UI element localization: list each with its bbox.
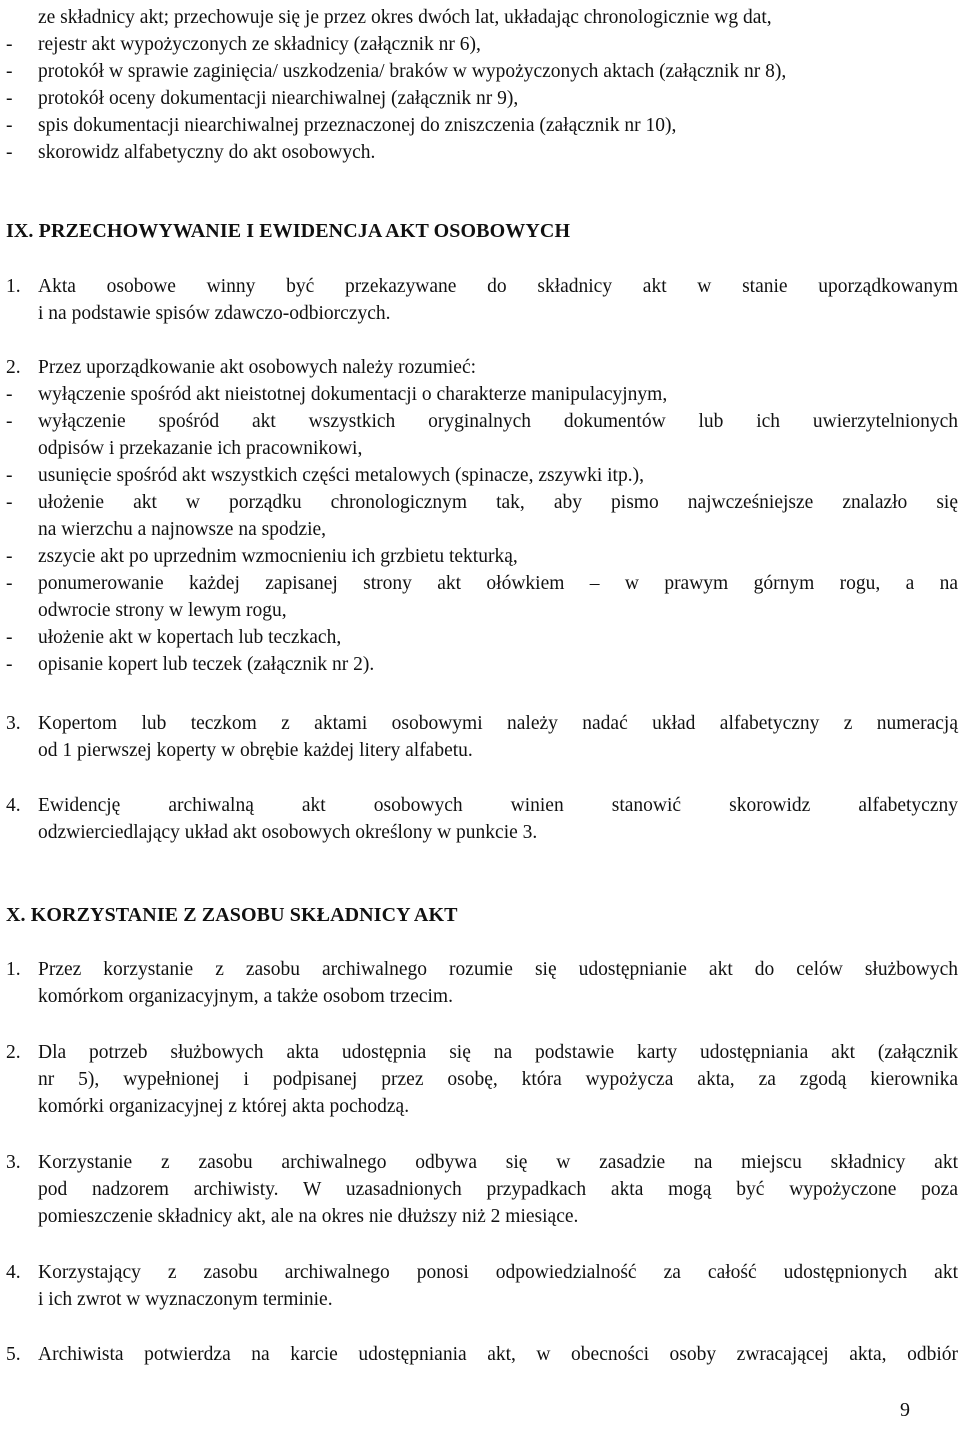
list-item: - ułożenie akt w kopertach lub teczkach, [6,627,342,648]
list-item: - wyłączenie spośród akt nieistotnej dokumentacji o charakterze manipulacyjnym, [6,384,668,405]
list-item: - skorowidz alfabetyczny do akt osobowych. [6,142,376,163]
continuation-line: ze składnicy akt; przechowuje się je przez okres dwóch lat, układając chronologicznie wg dat, [38,7,772,28]
section-heading-ix: IX. PRZECHOWYWANIE I EWIDENCJA AKT OSOBOWYCH [6,220,571,242]
list-item: - wyłączenie spośród akt wszystkich oryginalnych dokumentów lub ich uwierzytelnionych odpisów i przekazanie ich pracownikowi, [6,411,958,459]
paragraph-x-4: 4. Korzystający z zasobu archiwalnego ponosi odpowiedzialność za całość udostępnionych akt i ich zwrot w wyznaczonym terminie. [6,1262,958,1310]
list-item: - rejestr akt wypożyczonych ze składnicy (załącznik nr 6), [6,34,481,55]
list-item: - opisanie kopert lub teczek (załącznik nr 2). [6,654,375,675]
list-item: - ułożenie akt w porządku chronologicznym tak, aby pismo najwcześniejsze znalazło się na wierzchu a najnowsze na spodzie, [6,492,958,540]
paragraph-x-1: 1. Przez korzystanie z zasobu archiwalnego rozumie się udostępnianie akt do celów służbowych komórkom organizacyjnym, a także osobom trzecim. [6,959,958,1007]
list-item: - protokół oceny dokumentacji niearchiwalnej (załącznik nr 9), [6,88,519,109]
paragraph-x-2: 2. Dla potrzeb służbowych akta udostępnia się na podstawie karty udostępniania akt (załącznik nr 5), wypełnionej i podpisanej przez osobę, która wypożycza akta, za zgodą kierownika komórki organizacyjnej z której akta pochodzą. [6,1042,958,1117]
list-item: - zszycie akt po uprzednim wzmocnieniu ich grzbietu tekturką, [6,546,518,567]
paragraph-ix-1: 1. Akta osobowe winny być przekazywane do składnicy akt w stanie uporządkowanym i na podstawie spisów zdawczo-odbiorczych. [6,276,958,324]
list-item: - protokół w sprawie zaginięcia/ uszkodzenia/ braków w wypożyczonych aktach (załącznik nr 8), [6,61,787,82]
section-heading-x: X. KORZYSTANIE Z ZASOBU SKŁADNICY AKT [6,904,458,926]
list-item: - spis dokumentacji niearchiwalnej przeznaczonej do zniszczenia (załącznik nr 10), [6,115,677,136]
paragraph-ix-3: 3. Kopertom lub teczkom z aktami osobowymi należy nadać układ alfabetyczny z numeracją od 1 pierwszej koperty w obrębie każdej litery alfabetu. [6,713,958,761]
paragraph-ix-4: 4. Ewidencję archiwalną akt osobowych winien stanowić skorowidz alfabetyczny odzwierciedlający układ akt osobowych określony w punkcie 3. [6,795,958,843]
list-item: - usunięcie spośród akt wszystkich części metalowych (spinacze, zszywki itp.), [6,465,644,486]
page-number: 9 [900,1399,910,1421]
list-item: - ponumerowanie każdej zapisanej strony akt ołówkiem – w prawym górnym rogu, a na odwrocie strony w lewym rogu, [6,573,958,621]
paragraph-x-3: 3. Korzystanie z zasobu archiwalnego odbywa się w zasadzie na miejscu składnicy akt pod nadzorem archiwisty. W uzasadnionych przypadkach akta mogą być wypożyczone poza pomieszczenie składnicy akt, ale na okres nie dłuższy niż 2 miesiące. [6,1152,958,1227]
paragraph-ix-2: 2. Przez uporządkowanie akt osobowych należy rozumieć: - wyłączenie spośród akt nieistotnej dokumentacji o charakterze manipulacyjnym, - wyłączenie spośród akt wszystkich oryginalnych dokumentów lub ich uwierzytelnionych odpisów i przekazanie ich pracownikowi, - usunięcie spośród akt wszystkich części metalowych (spinacze, zszywki itp.), - ułożenie akt w porządku chronologicznym tak, aby pismo najwcześniejsze znalazło się na wierzchu a najnowsze na spodzie, - zszycie akt po uprzednim wzmocnieniu ich grzbietu tekturką, - ponumerowanie każdej zapisanej strony akt ołówkiem – w prawym górnym rogu, a na odwrocie strony w lewym rogu, - ułożenie akt w kopertach lub teczkach, - opisanie kopert lub teczek (załącznik nr 2). [0,354,960,678]
paragraph-x-5: 5. Archiwista potwierdza na karcie udostępniania akt, w obecności osoby zwracającej akta, odbiór [6,1344,958,1365]
